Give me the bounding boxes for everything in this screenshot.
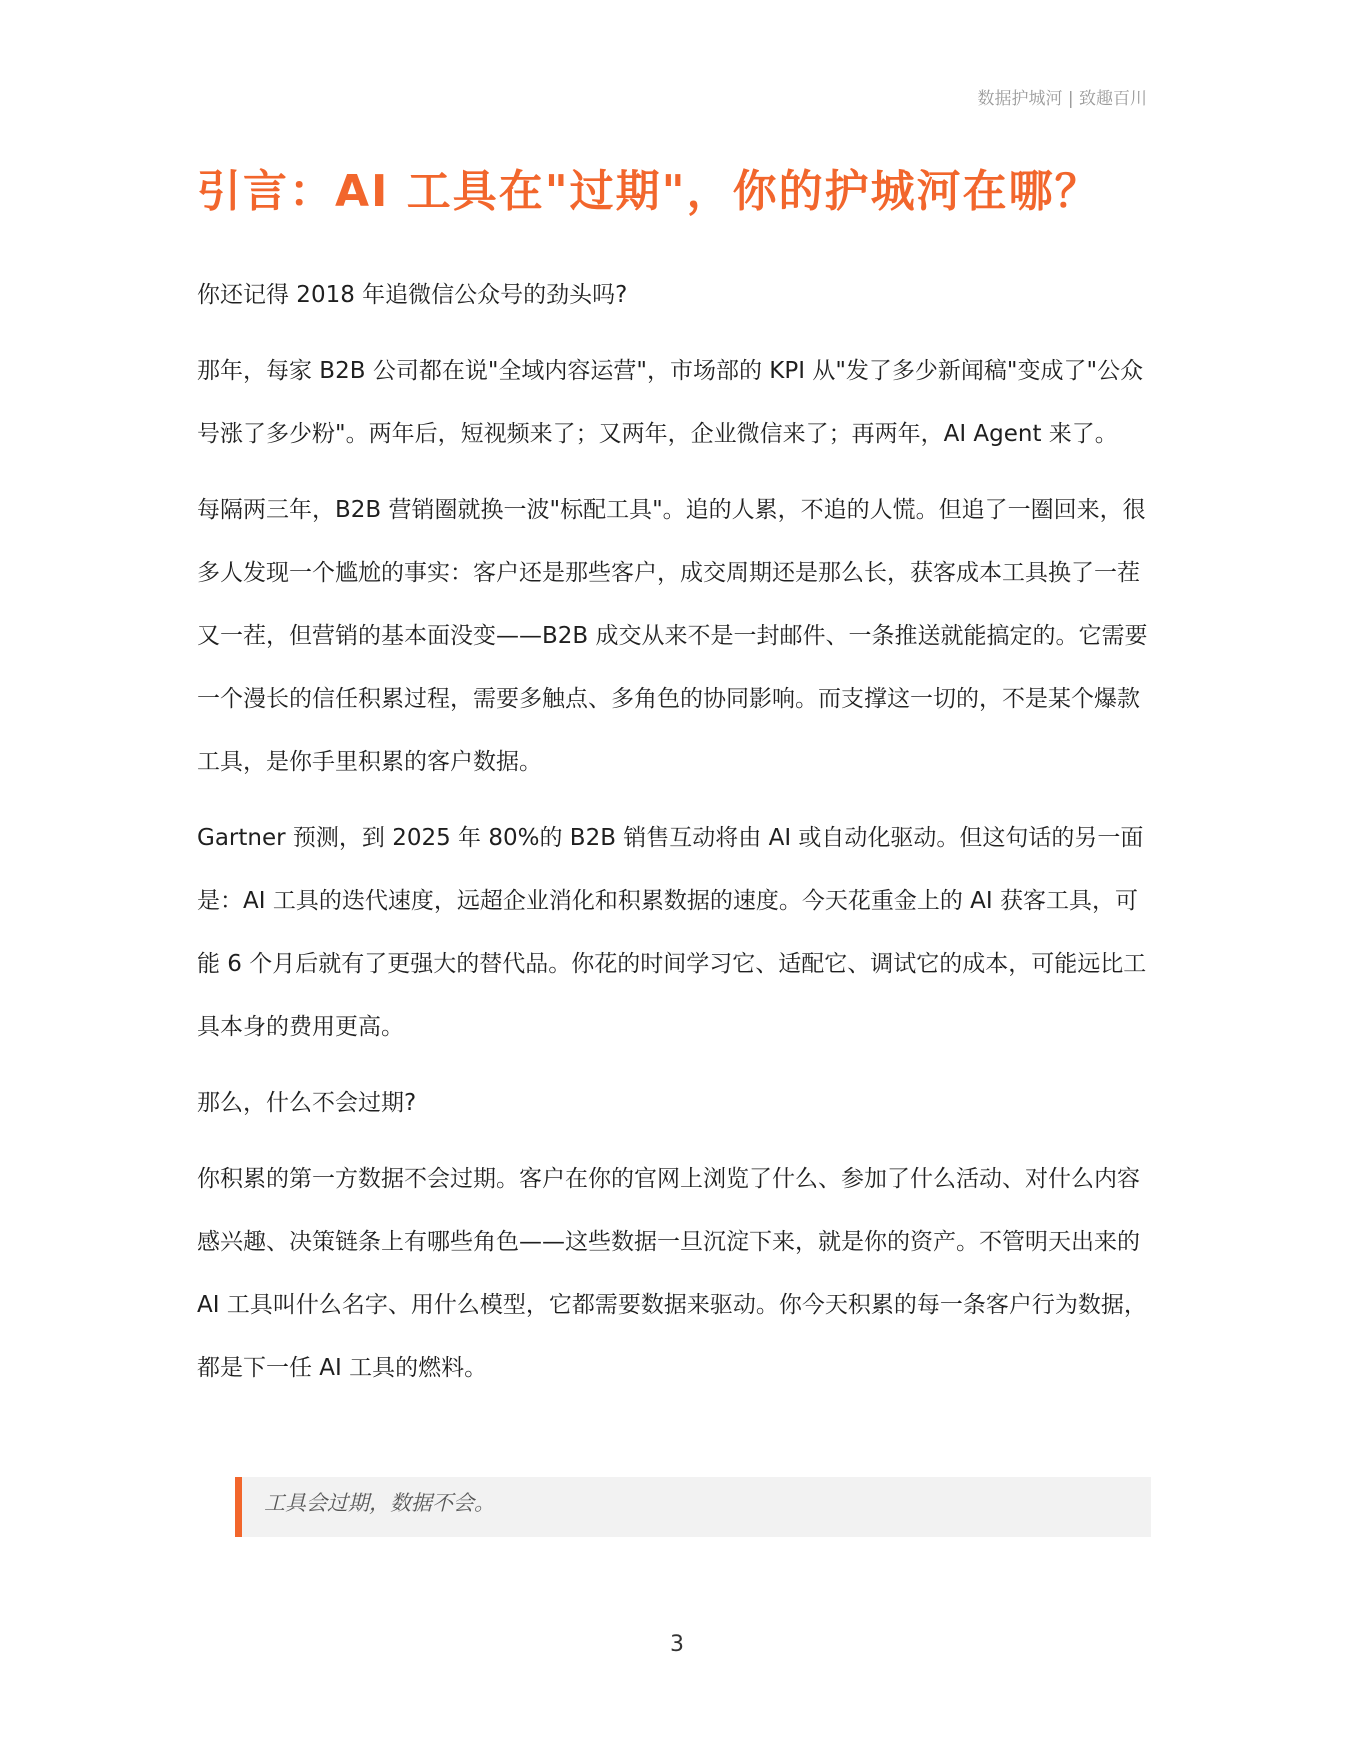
- paragraph-3: 每隔两三年，B2B 营销圈就换一波"标配工具"。追的人累，不追的人慌。但追了一圈回来，很多人发现一个尴尬的事实：客户还是那些客户，成交周期还是那么长，获客成本工具换了一茬又一茬，但营销的基本面没变——B2B 成交从来不是一封邮件、一条推送就能搞定的。它需要一个漫长的信任积累过程，需要多触点、多角色的协同影响。而支撑这一切的，不是某个爆款工具，是你手里积累的客户数据。: [197, 497, 1148, 775]
- paragraph-1: 你还记得 2018 年追微信公众号的劲头吗?: [197, 282, 628, 308]
- blockquote: [235, 1477, 1151, 1537]
- paragraph-6: 你积累的第一方数据不会过期。客户在你的官网上浏览了什么、参加了什么活动、对什么内容感兴趣、决策链条上有哪些角色——这些数据一旦沉淀下来，就是你的资产。不管明天出来的 AI 工具叫什么名字、用什么模型，它都需要数据来驱动。你今天积累的每一条客户行为数据，都是下一任 AI 工具的燃料。: [197, 1166, 1147, 1381]
- header-brand: 数据护城河 | 致趣百川: [977, 89, 1147, 109]
- body-text: [197, 264, 1159, 1413]
- paragraph-4: Gartner 预测，到 2025 年 80%的 B2B 销售互动将由 AI 或自动化驱动。但这句话的另一面是：AI 工具的迭代速度，远超企业消化和积累数据的速度。今天花重金上的 AI 获客工具，可能 6 个月后就有了更强大的替代品。你花的时间学习它、适配它、调试它的成本，可能远比工具本身的费用更高。: [197, 825, 1147, 1040]
- page-title: 引言：AI 工具在"过期"，你的护城河在哪？: [197, 166, 1101, 217]
- page-number: 3: [670, 1632, 684, 1657]
- paragraph-5: 那么，什么不会过期?: [197, 1090, 417, 1116]
- blockquote-text: 工具会过期，数据不会。: [264, 1491, 495, 1515]
- paragraph-2: 那年，每家 B2B 公司都在说"全域内容运营"，市场部的 KPI 从"发了多少新闻稿"变成了"公众号涨了多少粉"。两年后，短视频来了；又两年，企业微信来了；再两年，AI Agent 来了。: [197, 358, 1144, 447]
